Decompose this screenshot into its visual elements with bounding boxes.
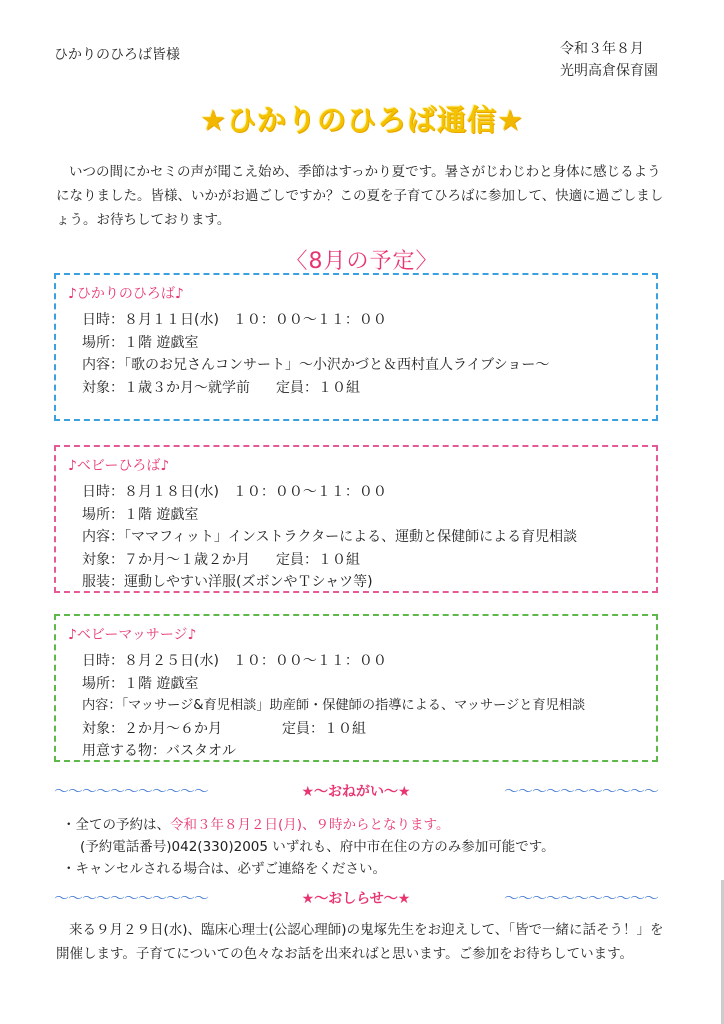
event-name: ♪ひかりのひろば♪ [68, 286, 184, 302]
event-content: 内容：「ママフィット」インストラクターによる、運動と保健師による育児相談 [82, 529, 578, 545]
reservation-line [62, 814, 672, 836]
event-target-row [82, 377, 656, 400]
event-datetime: 日時：８月１８日(水) １０：００〜１１：００ [82, 484, 387, 500]
event-datetime: 日時：８月２５日(水) １０：００〜１１：００ [82, 653, 387, 669]
issue-date: 令和３年８月 [560, 41, 644, 57]
event-target: 対象：７か月〜１歳２か月 [82, 551, 250, 568]
star-icon: ★ [199, 103, 227, 137]
event-extra: 用意する物：バスタオル [82, 743, 236, 759]
request-divider [54, 780, 658, 801]
reservation-start: 令和３年８月２日(月)、９時からとなります。 [170, 817, 450, 833]
cancel-note: ・キャンセルされる場合は、必ずご連絡をください。 [62, 861, 386, 877]
organization-name: 光明高倉保育園 [560, 63, 658, 79]
event-place: 場所：１階 遊戯室 [82, 675, 199, 692]
newsletter-title [0, 98, 724, 139]
event-capacity: 定員：１０組 [276, 551, 360, 568]
notice-paragraph: 来る９月２９日(水)、臨床心理士(公認心理師)の鬼塚先生をお迎えして、「皆で一緒に話そう！」を開催します。子育てについての色々なお話を出来ればと思います。ご参加をお待ちしています。 [56, 922, 664, 962]
event-content: 内容：「歌のお兄さんコンサート」〜小沢かづと＆西村直人ライブショー〜 [82, 357, 550, 373]
event-box-baby [54, 445, 658, 593]
event-place: 場所：１階 遊戯室 [82, 506, 199, 523]
intro-paragraph: いつの間にかセミの声が聞こえ始め、季節はすっかり夏です。暑さがじわじわと身体に感じるようになりました。皆様、いかがお過ごしですか？この夏を子育てひろばに参加して、快適に過ごしましょう。お待ちしております。 [56, 164, 664, 228]
request-notes [62, 814, 672, 880]
event-box-massage [54, 614, 658, 762]
reservation-phone: (予約電話番号)042(330)2005 いずれも、府中市在住の方のみ参加可能です。 [80, 839, 555, 855]
wave-decoration: 〜〜〜〜〜〜〜〜〜〜〜 [54, 889, 209, 907]
notice-divider [54, 887, 658, 908]
event-target: 対象：１歳３か月〜就学前 [82, 379, 250, 396]
schedule-heading: 〈8月の予定〉 [285, 249, 439, 274]
reservation-prefix: ・全ての予約は、 [62, 817, 170, 833]
wave-decoration: 〜〜〜〜〜〜〜〜〜〜〜 [503, 889, 658, 907]
request-label: ★〜おねがい〜★ [301, 783, 411, 800]
notice-label: ★〜おしらせ〜★ [301, 890, 411, 907]
title-text: ひかりのひろば通信 [226, 103, 497, 137]
event-target-row [82, 549, 656, 572]
event-place: 場所：１階 遊戯室 [82, 334, 199, 351]
event-box-hikari [54, 273, 658, 421]
wave-decoration: 〜〜〜〜〜〜〜〜〜〜〜 [503, 782, 658, 800]
issue-info [560, 38, 658, 82]
event-target-row [82, 718, 656, 741]
addressee: ひかりのひろば皆様 [54, 47, 180, 63]
event-capacity: 定員：１０組 [282, 720, 366, 737]
event-content: 内容：「マッサージ&育児相談」助産師・保健師の指導による、マッサージと育児相談 [82, 698, 586, 713]
event-name: ♪ベビーマッサージ♪ [68, 627, 197, 643]
event-datetime: 日時：８月１１日(水) １０：００〜１１：００ [82, 312, 387, 328]
wave-decoration: 〜〜〜〜〜〜〜〜〜〜〜 [54, 782, 209, 800]
event-extra: 服装：運動しやすい洋服(ズボンやＴシャツ等) [82, 574, 373, 590]
event-name: ♪ベビーひろば♪ [68, 458, 170, 474]
event-target: 対象：２か月〜６か月 [82, 720, 222, 737]
event-capacity: 定員：１０組 [276, 379, 360, 396]
star-icon: ★ [497, 103, 524, 137]
